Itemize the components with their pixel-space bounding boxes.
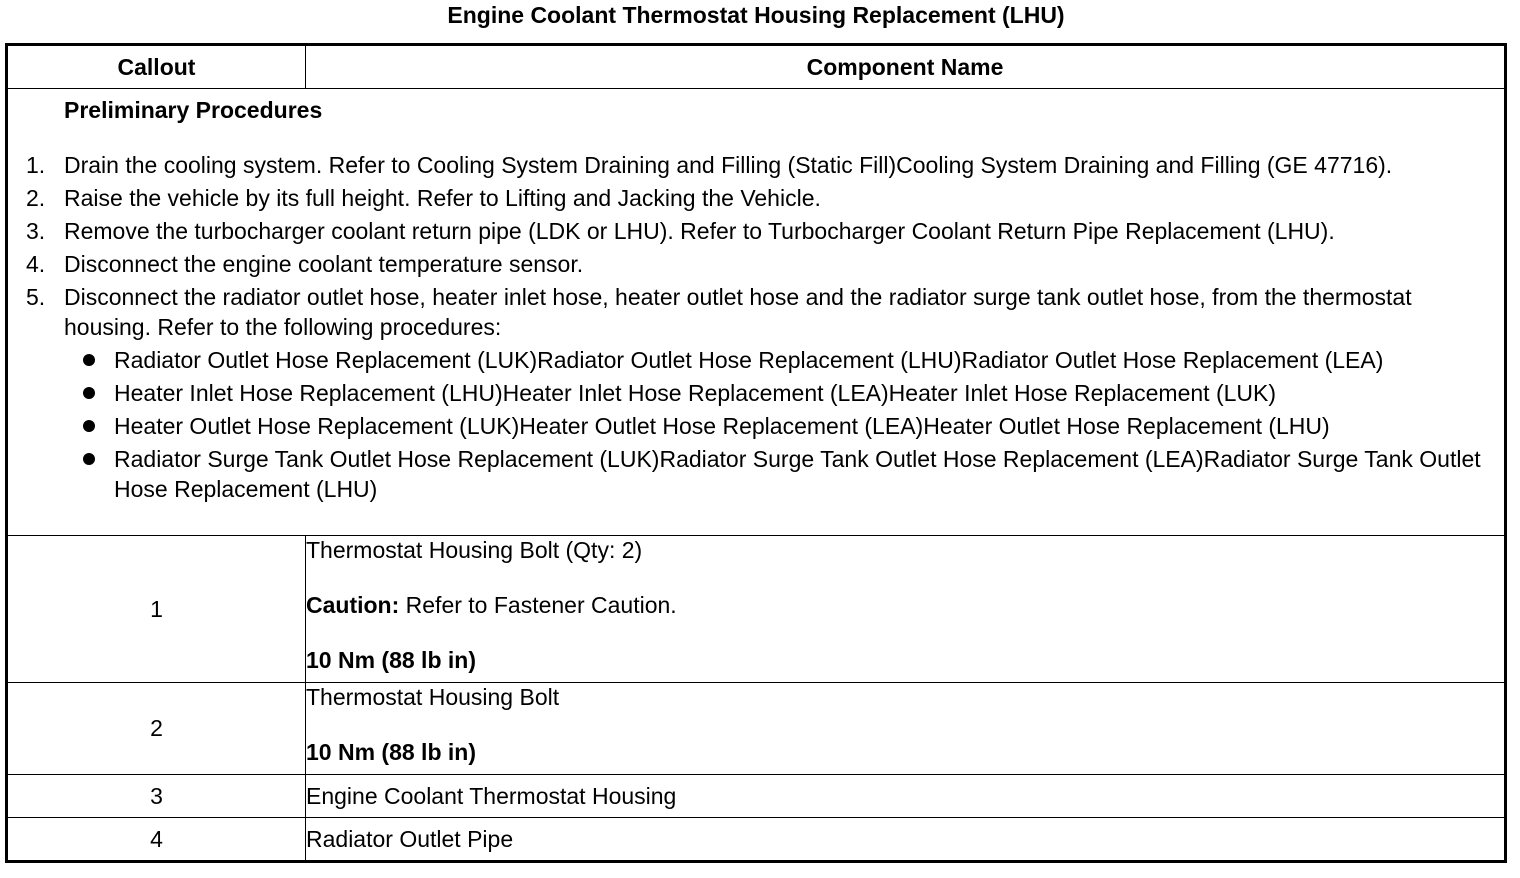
step-number: 4.	[26, 251, 46, 277]
table-header-row	[7, 45, 1506, 89]
procedure-step	[8, 216, 1504, 246]
caution-note	[306, 591, 1504, 619]
reference-procedure-item	[64, 345, 1492, 375]
step-text: Raise the vehicle by its full height. Refer to Lifting and Jacking the Vehicle.	[64, 185, 821, 211]
reference-procedure-text: Radiator Outlet Hose Replacement (LUK)Radiator Outlet Hose Replacement (LHU)Radiator Outlet Hose Replacement (LEA)	[114, 347, 1384, 373]
torque-spec: 10 Nm (88 lb in)	[306, 739, 476, 765]
procedure-step	[8, 150, 1504, 180]
bullet-icon	[83, 354, 95, 366]
bullet-icon	[83, 387, 95, 399]
step-number: 5.	[26, 284, 46, 310]
procedure-step	[8, 249, 1504, 279]
step-number: 1.	[26, 152, 46, 178]
procedure-steps	[8, 150, 1504, 504]
component-cell	[306, 683, 1506, 775]
reference-procedure-list	[64, 345, 1492, 504]
reference-procedure-item	[64, 411, 1492, 441]
preliminary-heading: Preliminary Procedures	[64, 97, 323, 123]
step-number: 2.	[26, 185, 46, 211]
reference-procedure-text: Radiator Surge Tank Outlet Hose Replacement (LUK)Radiator Surge Tank Outlet Hose Replacement (LEA)Radiator Surge Tank Outlet Hose Replacement (LHU)	[114, 446, 1481, 502]
procedure-step	[8, 183, 1504, 213]
step-text: Disconnect the radiator outlet hose, heater inlet hose, heater outlet hose and the radiator surge tank outlet hose, from the thermostat housing. Refer to the following procedures:	[64, 284, 1412, 340]
callout-number: 1	[7, 536, 306, 683]
component-name: Radiator Outlet Pipe	[306, 818, 1506, 862]
reference-procedure-text: Heater Inlet Hose Replacement (LHU)Heater Inlet Hose Replacement (LEA)Heater Inlet Hose Replacement (LUK)	[114, 380, 1277, 406]
torque-spec: 10 Nm (88 lb in)	[306, 647, 476, 673]
bullet-icon	[83, 420, 95, 432]
step-text: Remove the turbocharger coolant return pipe (LDK or LHU). Refer to Turbocharger Coolant Return Pipe Replacement (LHU).	[64, 218, 1335, 244]
table-row	[7, 536, 1506, 683]
component-column-header: Component Name	[306, 45, 1506, 89]
callout-number: 2	[7, 683, 306, 775]
component-name: Thermostat Housing Bolt (Qty: 2)	[306, 537, 643, 563]
callout-table	[5, 43, 1507, 863]
component-name: Engine Coolant Thermostat Housing	[306, 775, 1506, 818]
step-text: Drain the cooling system. Refer to Cooling System Draining and Filling (Static Fill)Cooling System Draining and Filling (GE 47716).	[64, 152, 1393, 178]
table-row	[7, 775, 1506, 818]
callout-column-header: Callout	[7, 45, 306, 89]
reference-procedure-item	[64, 378, 1492, 408]
table-row	[7, 818, 1506, 862]
callout-number: 4	[7, 818, 306, 862]
step-number: 3.	[26, 218, 46, 244]
step-text: Disconnect the engine coolant temperature sensor.	[64, 251, 584, 277]
caution-text: Refer to Fastener Caution.	[399, 592, 677, 618]
preliminary-row	[7, 89, 1506, 536]
component-name: Thermostat Housing Bolt	[306, 684, 560, 710]
bullet-icon	[83, 453, 95, 465]
reference-procedure-item	[64, 444, 1492, 504]
callout-number: 3	[7, 775, 306, 818]
caution-label: Caution:	[306, 592, 400, 618]
procedure-step	[8, 282, 1504, 504]
preliminary-procedures-cell	[7, 89, 1506, 536]
component-cell	[306, 536, 1506, 683]
table-row	[7, 683, 1506, 775]
document-title: Engine Coolant Thermostat Housing Replacement (LHU)	[447, 2, 1065, 28]
reference-procedure-text: Heater Outlet Hose Replacement (LUK)Heater Outlet Hose Replacement (LEA)Heater Outlet Hose Replacement (LHU)	[114, 413, 1330, 439]
